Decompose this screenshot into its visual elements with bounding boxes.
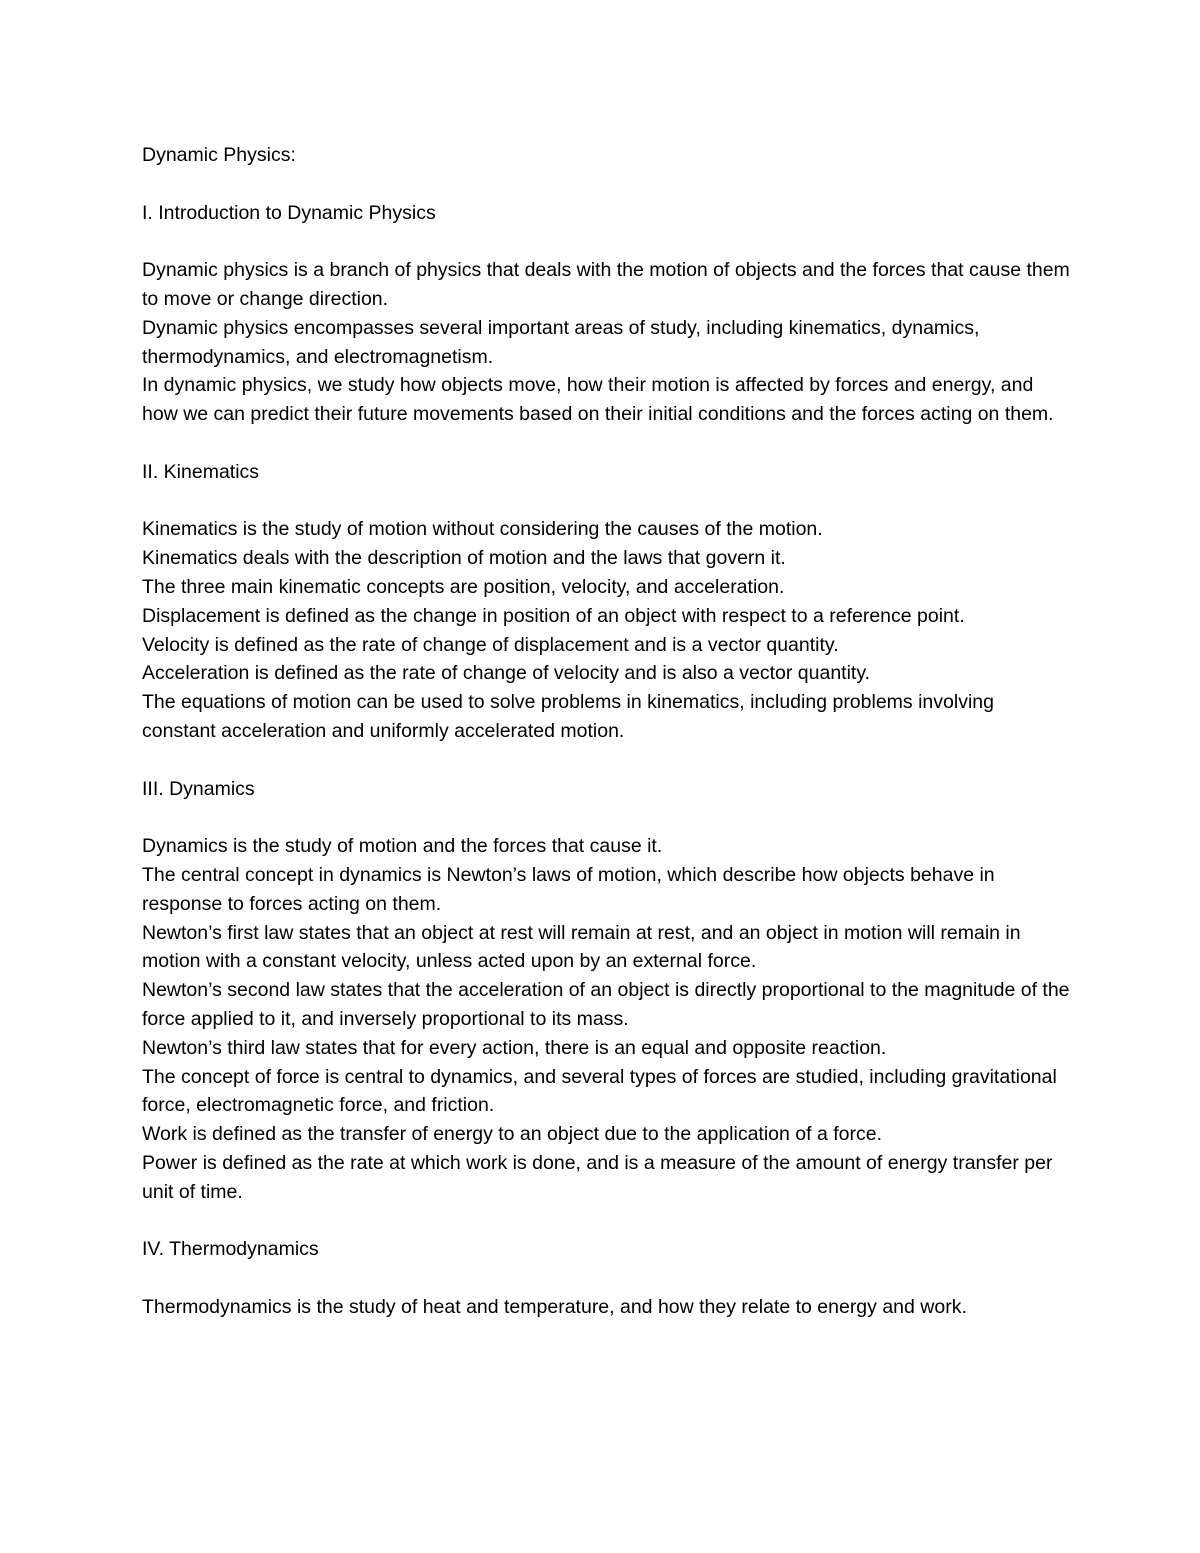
spacer <box>142 1206 1072 1235</box>
spacer <box>142 803 1072 832</box>
paragraph: Thermodynamics is the study of heat and temperature, and how they relate to energy and work. <box>142 1295 967 1318</box>
paragraph: Power is defined as the rate at which work is done, and is a measure of the amount of energy transfer per unit of time. <box>142 1151 1053 1203</box>
section-heading-thermodynamics: IV. Thermodynamics <box>142 1238 319 1261</box>
paragraph: Dynamics is the study of motion and the forces that cause it. <box>142 835 663 858</box>
paragraph: Acceleration is defined as the rate of change of velocity and is also a vector quantity. <box>142 662 871 685</box>
paragraph: Newton’s third law states that for every action, there is an equal and opposite reaction. <box>142 1036 887 1059</box>
spacer <box>142 429 1072 458</box>
paragraph: Newton’s first law states that an object at rest will remain at rest, and an object in motion will remain in motion with a constant velocity, unless acted upon by an external force. <box>142 921 1021 973</box>
spacer <box>142 227 1072 256</box>
paragraph: Velocity is defined as the rate of change of displacement and is a vector quantity. <box>142 633 839 656</box>
paragraph: The three main kinematic concepts are position, velocity, and acceleration. <box>142 575 785 598</box>
paragraph: The equations of motion can be used to solve problems in kinematics, including problems involving constant acceleration and uniformly accelerated motion. <box>142 691 994 742</box>
spacer <box>142 746 1072 775</box>
paragraph: Work is defined as the transfer of energy to an object due to the application of a force. <box>142 1123 883 1146</box>
paragraph: The concept of force is central to dynamics, and several types of forces are studied, including gravitational force, electromagnetic force, and friction. <box>142 1065 1057 1117</box>
section-heading-kinematics: II. Kinematics <box>142 460 260 483</box>
paragraph: Dynamic physics is a branch of physics that deals with the motion of objects and the forces that cause them to move or change direction. <box>142 259 1070 310</box>
paragraph: Displacement is defined as the change in position of an object with respect to a reference point. <box>142 604 965 627</box>
spacer <box>142 170 1072 199</box>
paragraph: Kinematics is the study of motion without considering the causes of the motion. <box>142 518 823 541</box>
paragraph: In dynamic physics, we study how objects move, how their motion is affected by forces and energy, and how we can predict their future movements based on their initial conditions and the forces acting on them. <box>142 374 1054 426</box>
spacer <box>142 487 1072 516</box>
paragraph: Kinematics deals with the description of motion and the laws that govern it. <box>142 547 786 570</box>
paragraph: The central concept in dynamics is Newton’s laws of motion, which describe how objects behave in response to forces acting on them. <box>142 863 995 915</box>
document-title: Dynamic Physics: <box>142 144 296 166</box>
document-body <box>142 141 1072 1322</box>
paragraph: Dynamic physics encompasses several important areas of study, including kinematics, dynamics, thermodynamics, and electromagnetism. <box>142 316 980 368</box>
spacer <box>142 1264 1072 1293</box>
section-heading-introduction: I. Introduction to Dynamic Physics <box>142 201 436 224</box>
paragraph: Newton’s second law states that the acceleration of an object is directly proportional to the magnitude of the force applied to it, and inversely proportional to its mass. <box>142 979 1070 1030</box>
section-heading-dynamics: III. Dynamics <box>142 777 255 800</box>
